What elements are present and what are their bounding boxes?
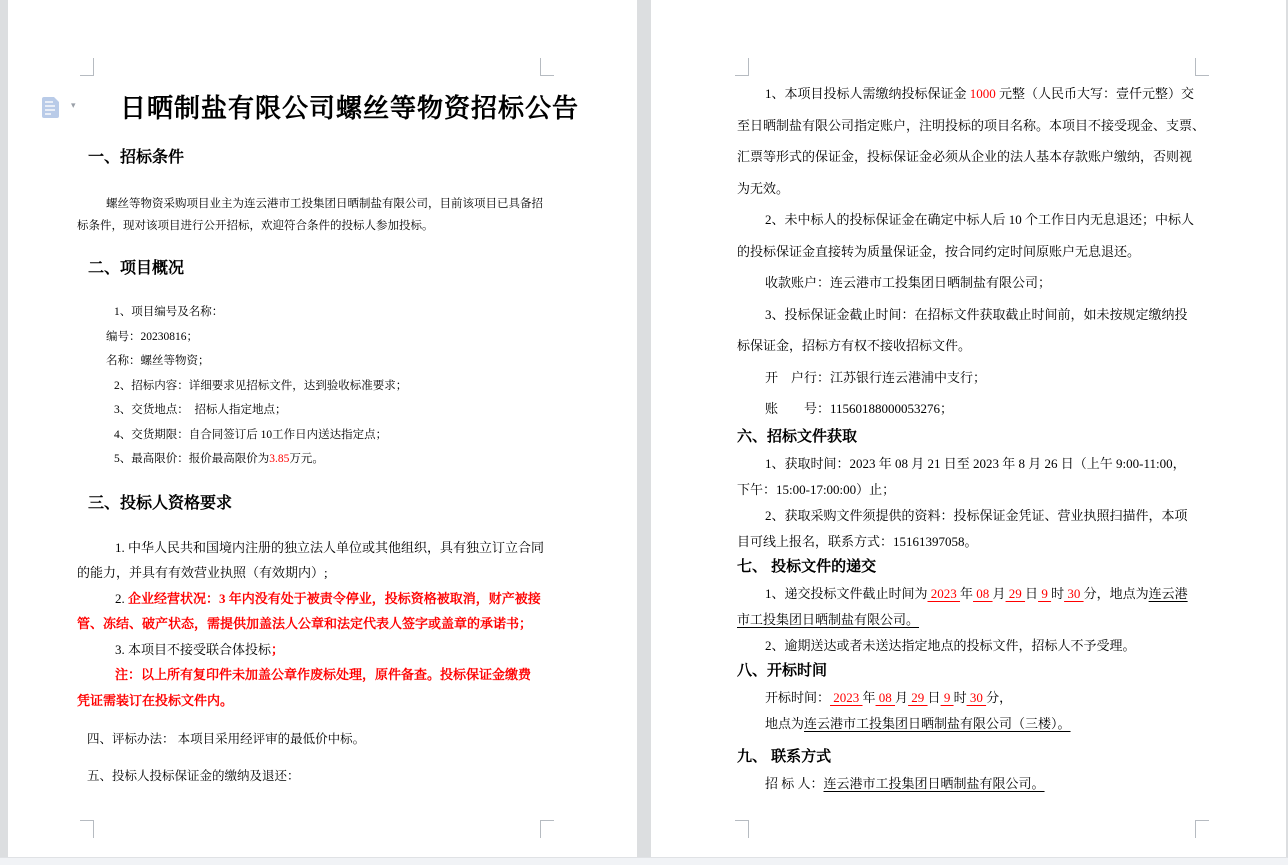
- doc-line: [87, 765, 555, 787]
- doc-line: [114, 300, 555, 325]
- text-run: 3、投标保证金截止时间：在招标文件获取截止时间前，如未按规定缴纳投: [765, 306, 1188, 322]
- text-run: 3.85: [269, 453, 290, 465]
- section-heading: [88, 257, 555, 280]
- text-run: 目可线上报名，联系方式：15161397058。: [737, 533, 978, 549]
- doc-line: [765, 362, 1196, 394]
- doc-line: [737, 477, 1196, 503]
- text-run: 汇票等形式的保证金，投标保证金必须从企业的法人基本存款账户缴纳，否则视: [737, 149, 1193, 164]
- doc-line: [87, 728, 555, 750]
- text-run: 至日晒制盐有限公司指定账户，注明投标的项目名称。本项目不接受现金、支票、: [737, 117, 1206, 133]
- text-run: 1000: [969, 86, 996, 101]
- page-fold-icon: [54, 97, 59, 102]
- text-run: 月: [992, 585, 1006, 601]
- text-run: 08: [973, 585, 993, 601]
- text-run: 万元。: [289, 453, 324, 465]
- text-run: 五、投标人投标保证金的缴纳及退还：: [87, 769, 300, 783]
- text-run: 的能力，并具有有效营业执照（有效期内）;: [77, 565, 328, 580]
- text-run: 名称：螺丝等物资；: [106, 355, 210, 367]
- text-run: 2023: [830, 689, 863, 705]
- margin-crop-mark: [540, 820, 554, 838]
- doc-line: [765, 78, 1196, 110]
- doc-line: [115, 586, 555, 612]
- page-2-text-area: [737, 0, 1206, 797]
- text-run: 连云港市工投集团日晒制盐有限公司。: [823, 775, 1045, 791]
- section-heading: [737, 745, 1196, 769]
- text-run: 1、获取时间：2023 年 08 月 21 日至 2023 年 8 月 26 日（上午 9:00-11:00，: [765, 455, 1186, 471]
- text-run: 连云港市工投集团日晒制盐有限公司（三楼）。: [804, 715, 1071, 731]
- text-run: 1. 中华人民共和国境内注册的独立法人单位或其他组织，具有独立订立合同: [115, 539, 545, 555]
- document-page-1[interactable]: [8, 0, 637, 857]
- doc-line: [114, 374, 555, 399]
- text-run: 螺丝等物资采购项目业主为连云港市工投集团日晒制盐有限公司，目前该项目已具备招: [106, 198, 543, 210]
- text-run: 四、评标办法： 本项目采用经评审的最低价中标。: [87, 732, 366, 746]
- text-run: 日晒制盐有限公司螺丝等物资招标公告: [120, 94, 580, 123]
- text-run: 凭证需装订在投标文件内。: [77, 692, 234, 708]
- doc-line: [77, 215, 555, 237]
- text-run: 的投标保证金直接转为质量保证金，按合同约定时间原账户无息退还。: [737, 243, 1141, 259]
- text-run: 元整（人民币大写：壹仟元整）交: [995, 86, 1195, 101]
- doc-line: [765, 581, 1196, 607]
- text-run: 时: [953, 689, 967, 705]
- text-run: 月: [895, 689, 909, 705]
- text-run: 标条件，现对该项目进行公开招标，欢迎符合条件的投标人参加投标。: [77, 220, 434, 232]
- text-run: 2023: [927, 585, 961, 601]
- doc-line: [737, 330, 1196, 362]
- text-run: 年: [862, 689, 876, 705]
- text-run: 七、 投标文件的递交: [737, 557, 877, 575]
- doc-line: [77, 688, 555, 714]
- doc-line: [115, 535, 555, 561]
- text-run: 二、项目概况: [88, 260, 185, 277]
- text-run: 2、逾期送达或者未送达指定地点的投标文件，招标人不予受理。: [765, 637, 1136, 653]
- text-run: 管、冻结、破产状态，需提供加盖法人公章和法定代表人签字或盖章的承诺书；: [77, 616, 533, 631]
- text-run: 9: [940, 689, 954, 705]
- doc-line: [737, 173, 1196, 205]
- section-heading: [737, 425, 1196, 449]
- section-heading: [88, 492, 555, 515]
- text-run: 9: [1038, 585, 1052, 601]
- text-run: 招 标 人：: [765, 775, 824, 791]
- text-run: 六、招标文件获取: [737, 427, 858, 445]
- section-heading: [737, 555, 1196, 579]
- doc-line: [765, 771, 1196, 797]
- doc-line: [77, 560, 555, 586]
- doc-line: [765, 633, 1196, 659]
- text-run: 编号：20230816；: [106, 330, 198, 343]
- doc-line: [106, 193, 555, 215]
- text-run: 时: [1051, 585, 1065, 601]
- doc-line: [765, 711, 1196, 737]
- doc-line: [765, 393, 1196, 425]
- text-run: 2.: [115, 590, 128, 606]
- text-run: 29: [908, 689, 928, 705]
- section-heading: [737, 659, 1196, 683]
- text-run: 市工投集团日晒制盐有限公司。: [737, 611, 920, 627]
- chevron-down-icon[interactable]: ▾: [71, 100, 76, 110]
- text-run: 29: [1005, 585, 1026, 601]
- doc-line: [114, 447, 555, 472]
- text-run: 2、招标内容：详细要求见招标文件，达到验收标准要求；: [114, 379, 408, 392]
- doc-line: [106, 349, 555, 374]
- doc-line: [737, 110, 1206, 142]
- text-run: 30: [1064, 585, 1084, 601]
- text-run: 分: [1083, 585, 1097, 601]
- text-run: 下午：15:00-17:00:00）止；: [737, 481, 896, 497]
- text-run: 收款账户：连云港市工投集团日晒制盐有限公司；: [765, 275, 1052, 290]
- text-run: 1、项目编号及名称：: [114, 306, 224, 318]
- text-run: 注：以上所有复印件未加盖公章作废标处理，原件备查。投标保证金缴费: [115, 667, 532, 682]
- doc-line: [114, 423, 555, 448]
- text-run: 4、交货期限：自合同签订后 10工作日内送达指定点；: [114, 428, 388, 441]
- text-run: 九、 联系方式: [737, 747, 832, 765]
- text-run: 账 号：11560188000053276；: [765, 401, 954, 416]
- doc-line: [115, 662, 555, 688]
- doc-line: [77, 611, 555, 637]
- text-run: ，: [999, 689, 1013, 705]
- doc-line: [737, 529, 1196, 555]
- doc-line: [106, 325, 555, 350]
- doc-line: [737, 236, 1196, 268]
- text-run: 八、开标时间: [737, 661, 828, 679]
- text-run: 企业经营状况：3 年内没有处于被责令停业，投标资格被取消，财产被接: [128, 590, 541, 606]
- page-1-text-area: [77, 0, 580, 787]
- doc-title: [120, 92, 580, 126]
- text-run: ，地点为: [1096, 585, 1149, 601]
- doc-line: [114, 398, 555, 423]
- text-run: 08: [875, 689, 896, 705]
- text-run: 30: [966, 689, 987, 705]
- text-run: 开标时间：: [765, 689, 831, 705]
- doc-line: [765, 451, 1196, 477]
- text-run: 3、交货地点： 招标人指定地点；: [114, 404, 287, 416]
- text-run: 开 户行：江苏银行连云港浦中支行；: [765, 369, 987, 385]
- text-run: 1、本项目投标人需缴纳投标保证金: [765, 86, 970, 101]
- text-run: 标保证金，招标方有权不接收招标文件。: [737, 338, 972, 353]
- text-run: 为无效。: [737, 180, 790, 196]
- doc-line: [737, 607, 1196, 633]
- doc-line: [765, 685, 1196, 711]
- doc-line: [115, 637, 555, 663]
- view-bottom-gutter: [0, 857, 1288, 865]
- doc-line: [765, 299, 1196, 331]
- paste-options-button[interactable]: [40, 96, 86, 122]
- text-run: ；: [271, 641, 285, 657]
- text-run: 3. 本项目不接受联合体投标: [115, 641, 272, 657]
- text-run: 连云港: [1148, 585, 1188, 601]
- text-run: 日: [1025, 585, 1039, 601]
- text-run: 年: [960, 585, 974, 601]
- text-run: 地点为: [765, 715, 805, 731]
- text-run: 2、未中标人的投标保证金在确定中标人后 10 个工作日内无息退还；中标人: [765, 212, 1195, 227]
- text-run: 5、最高限价：报价最高限价为: [114, 453, 270, 465]
- doc-line: [765, 204, 1196, 236]
- doc-line: [765, 503, 1196, 529]
- margin-crop-mark: [735, 820, 749, 838]
- text-run: 三、投标人资格要求: [88, 494, 233, 512]
- section-heading: [88, 146, 555, 169]
- clipboard-icon: [42, 97, 59, 118]
- margin-crop-mark: [1195, 58, 1209, 76]
- text-run: 1、递交投标文件截止时间为: [765, 585, 928, 601]
- text-run: 日: [927, 689, 941, 705]
- doc-line: [765, 267, 1196, 299]
- text-run: 2、获取采购文件须提供的资料：投标保证金凭证、营业执照扫描件，本项: [765, 507, 1188, 523]
- document-page-2[interactable]: [651, 0, 1286, 857]
- text-run: 一、招标条件: [88, 149, 185, 166]
- text-run: 分: [986, 689, 1000, 705]
- doc-line: [737, 141, 1196, 173]
- margin-crop-mark: [80, 820, 94, 838]
- margin-crop-mark: [1195, 820, 1209, 838]
